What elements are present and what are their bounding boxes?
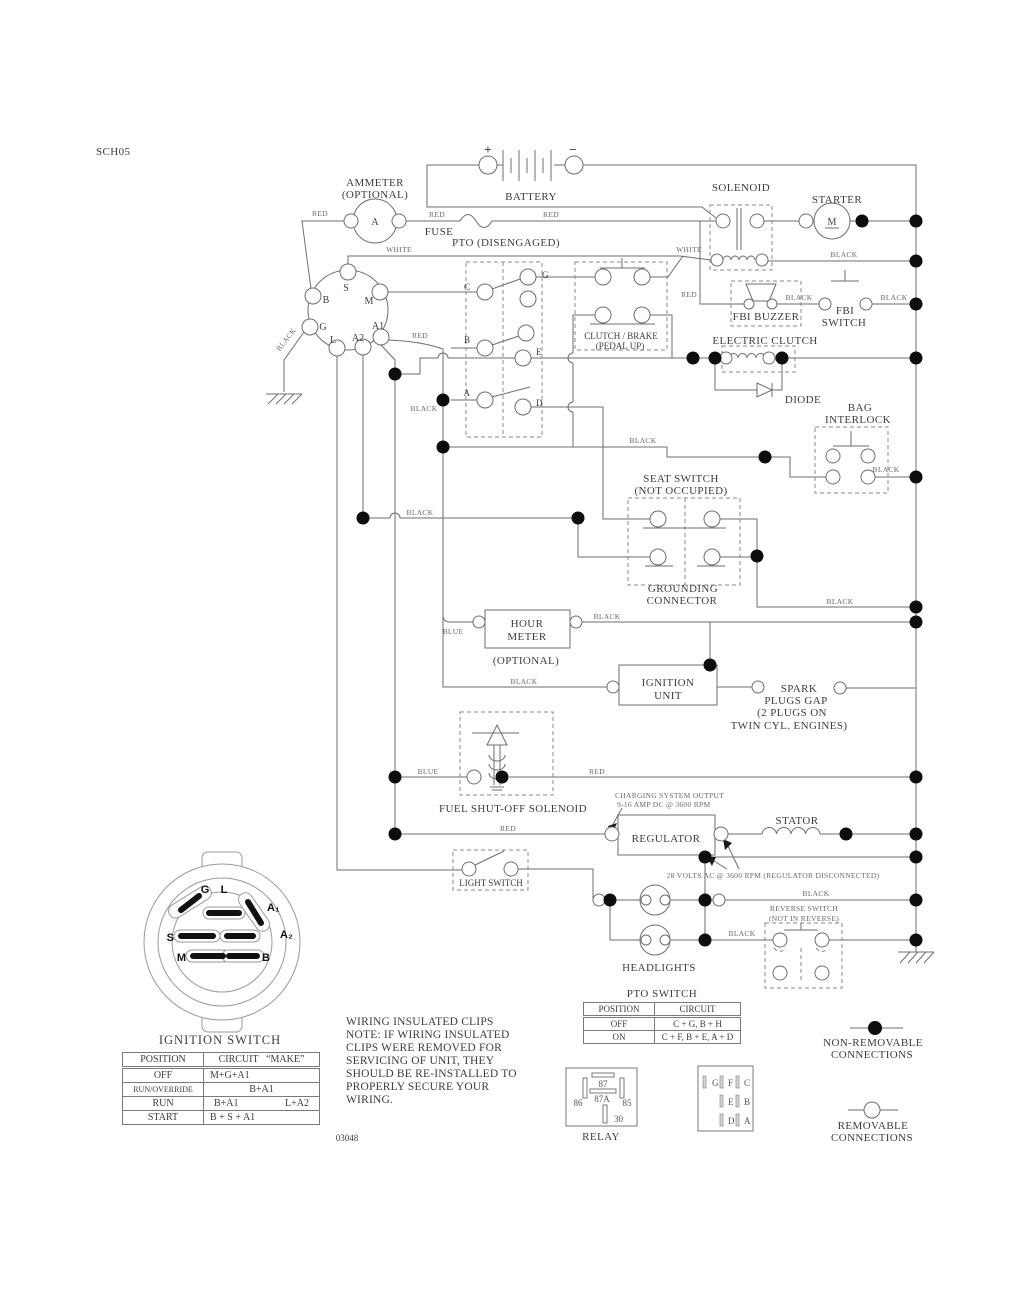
ignition-switch-graphic (144, 852, 300, 1047)
pto-table-title: PTO SWITCH (626, 988, 698, 1000)
reverse-switch-label-1: REVERSE SWITCH (769, 904, 839, 913)
fbi-buzzer-label: FBI BUZZER (732, 311, 800, 323)
connector-pin-f: F (728, 1078, 734, 1088)
ignition-table-col-circuit: CIRCUIT (218, 1054, 259, 1065)
reverse-switch-label-2: (NOT IN REVERSE) (768, 914, 840, 923)
wire-red-fuse-left: RED (429, 210, 445, 219)
pto-table-col-position: POSITION (584, 1003, 655, 1017)
note-line: WIRING. (346, 1094, 394, 1106)
pto-terminal-g: G (542, 270, 549, 280)
battery-symbol (479, 150, 583, 181)
ignition-terminal-a1: A1 (371, 321, 385, 332)
ignition-terminal-g: G (319, 322, 327, 333)
fuse-label: FUSE (424, 226, 454, 238)
fbi-switch-symbol (819, 270, 872, 310)
seat-switch-label-1: SEAT SWITCH (643, 473, 719, 485)
grounding-connector-label-1: GROUNDING (647, 583, 719, 595)
wire-red-fuse-right: RED (543, 210, 559, 219)
hour-meter-label-2: METER (507, 631, 547, 643)
switch-label-a1: A₁ (267, 902, 280, 914)
ignition-unit-label-1: IGNITION (641, 677, 695, 689)
connector-pin-a: A (744, 1116, 751, 1126)
wire-black-a2-seat: BLACK (406, 508, 434, 517)
ignition-switch-title: IGNITION SWITCH (158, 1033, 282, 1047)
table-row: OFF M+G+A1 (123, 1068, 320, 1083)
wire-black-ignition-ground: BLACK (274, 326, 298, 353)
starter-label: STARTER (811, 194, 863, 206)
seat-switch-box (628, 498, 740, 585)
stator-label: STATOR (775, 815, 819, 827)
ignition-terminal-b: B (322, 295, 330, 306)
wire-red-buzzer: RED (681, 290, 697, 299)
seat-switch-label-2: (NOT OCCUPIED) (634, 485, 728, 497)
fbi-switch-label-2: SWITCH (821, 317, 867, 329)
ignition-terminal-a2: A2 (351, 333, 365, 344)
light-switch-symbol (462, 851, 518, 876)
pto-switch-contacts (477, 269, 536, 415)
pto-connector-pinout (698, 1066, 753, 1131)
solenoid-label: SOLENOID (711, 182, 771, 194)
wire-black-seat-ground: BLACK (826, 597, 854, 606)
electric-clutch-label: ELECTRIC CLUTCH (712, 335, 818, 347)
pto-terminal-e: E (536, 347, 542, 357)
ignition-switch-table (122, 1052, 320, 1125)
headlights-label: HEADLIGHTS (622, 962, 696, 974)
switch-label-s: S (166, 932, 174, 944)
pto-terminal-a: A (463, 388, 470, 398)
note-line: WIRING INSULATED CLIPS (346, 1016, 494, 1028)
wire-black-headlights: BLACK (802, 889, 830, 898)
battery-minus: − (569, 142, 577, 157)
light-switch-label: LIGHT SWITCH (459, 878, 523, 888)
wire-blue-hour: BLUE (442, 627, 464, 636)
starter-symbol (799, 203, 850, 239)
legend-non-removable-1: NON-REMOVABLE (823, 1037, 923, 1049)
connector-pin-b: B (744, 1097, 751, 1107)
ground-symbol-right (898, 952, 934, 963)
connector-pin-g: G (712, 1078, 719, 1088)
sch-number: SCH05 (96, 146, 131, 158)
switch-label-b: B (262, 952, 270, 964)
volts-note: 28 VOLTS AC @ 3600 RPM (REGULATOR DISCONNECTED) (666, 871, 880, 880)
wire-black-hour: BLACK (593, 612, 621, 621)
table-row: START B + S + A1 (123, 1111, 320, 1125)
legend-removable-1: REMOVABLE (837, 1120, 909, 1132)
pto-label: PTO (DISENGAGED) (452, 237, 560, 249)
pto-terminal-d: D (536, 398, 543, 408)
note-line: SHOULD BE RE-INSTALLED TO (346, 1068, 517, 1080)
hour-meter-label-1: HOUR (510, 618, 544, 630)
wire-black-buzzer: BLACK (785, 293, 813, 302)
wiring-note (346, 1016, 571, 1107)
ignition-table-col-make: “MAKE” (266, 1054, 305, 1065)
spark-label-2: PLUGS GAP (764, 695, 828, 707)
battery-plus: + (484, 142, 492, 157)
regulator-label: REGULATOR (631, 833, 701, 845)
ignition-table-col-position: POSITION (123, 1053, 204, 1068)
ignition-terminal-s: S (343, 283, 349, 294)
bag-interlock-label-2: INTERLOCK (825, 414, 891, 426)
relay-pin-87: 87 (598, 1079, 608, 1089)
pto-switch-table (583, 988, 741, 1044)
relay-label: RELAY (582, 1131, 620, 1143)
battery-label: BATTERY (505, 191, 557, 203)
wire-red-a1: RED (412, 331, 428, 340)
hour-meter-optional-label: (OPTIONAL) (492, 655, 560, 667)
solenoid-symbol (711, 208, 768, 266)
wire-black-reverse: BLACK (728, 929, 756, 938)
legend-non-removable-2: CONNECTIONS (830, 1049, 914, 1061)
table-row: ON C + F, B + E, A + D (584, 1031, 741, 1044)
wire-black-ignition-unit: BLACK (510, 677, 538, 686)
bag-interlock-label-1: BAG (847, 402, 873, 414)
fbi-switch-label-1: FBI (835, 305, 855, 317)
clutch-brake-label-2: (PEDAL UP) (595, 341, 645, 351)
pto-table-col-circuit: CIRCUIT (655, 1003, 741, 1017)
ammeter-symbol-letter: A (371, 217, 379, 228)
switch-label-a2: A₂ (280, 929, 293, 941)
spark-label-1: SPARK (780, 683, 818, 695)
legend-removable-2: CONNECTIONS (830, 1132, 914, 1144)
clutch-brake-label-1: CLUTCH / BRAKE (584, 331, 658, 341)
bag-interlock-contacts (826, 431, 875, 484)
clutch-brake-contacts (590, 258, 655, 324)
note-line: PROPERLY SECURE YOUR (346, 1081, 490, 1093)
relay-graphic (566, 1068, 637, 1143)
fbi-buzzer-symbol (744, 284, 777, 309)
pto-terminal-b: B (463, 335, 470, 345)
spark-label-3: (2 PLUGS ON (757, 707, 827, 719)
relay-pin-85: 85 (622, 1098, 632, 1108)
removable-circle-icon (864, 1102, 880, 1118)
connection-legend (823, 1021, 923, 1144)
charging-note-2: 9-16 AMP DC @ 3600 RPM (617, 800, 711, 809)
table-row: RUN/OVERRIDE B+A1 (123, 1083, 320, 1097)
charging-note-1: CHARGING SYSTEM OUTPUT (615, 791, 725, 800)
note-line: SERVICING OF UNIT, THEY (346, 1055, 495, 1067)
ignition-terminal-m: M (364, 296, 374, 307)
diode-label: DIODE (784, 394, 822, 406)
switch-label-l: L (220, 884, 228, 896)
relay-pin-87a: 87A (594, 1094, 610, 1104)
relay-pin-86: 86 (573, 1098, 583, 1108)
spark-label-4: TWIN CYL. ENGINES) (730, 720, 848, 732)
wire-white-s: WHITE (386, 245, 412, 254)
wire-blue-fuel: BLUE (417, 767, 439, 776)
wire-red-ammeter: RED (312, 209, 328, 218)
grounding-connector-label-2: CONNECTOR (646, 595, 718, 607)
ground-symbol-left (266, 394, 302, 404)
doc-number: 03048 (335, 1133, 359, 1143)
connector-pin-d: D (728, 1116, 735, 1126)
ignition-terminal-l: L (329, 335, 337, 346)
switch-label-g: G (200, 884, 210, 896)
wire-black-fbi: BLACK (880, 293, 908, 302)
wire-black-seat-bag: BLACK (629, 436, 657, 445)
switch-label-m: M (176, 952, 186, 964)
pto-terminal-c: C (463, 282, 470, 292)
wire-black-a-contact: BLACK (410, 404, 438, 413)
note-line: CLIPS WERE REMOVED FOR (346, 1042, 502, 1054)
ammeter-optional-label: (OPTIONAL) (341, 189, 409, 201)
relay-pin-30: 30 (614, 1114, 623, 1124)
non-removable-dot-icon (868, 1021, 882, 1035)
wire-red-regulator: RED (500, 824, 516, 833)
wire-red-fuel: RED (589, 767, 605, 776)
connector-pin-c: C (744, 1078, 751, 1088)
wire-black-bag-right: BLACK (872, 465, 900, 474)
wire-white-solenoid: WHITE (676, 245, 702, 254)
table-row: OFF C + G, B + H (584, 1017, 741, 1031)
table-row: RUN B+A1 L+A2 (123, 1097, 320, 1111)
component-shapes (266, 150, 934, 980)
wire-black-starter: BLACK (830, 250, 858, 259)
connector-pin-e: E (728, 1097, 734, 1107)
ignition-unit-label-2: UNIT (654, 690, 682, 702)
starter-symbol-letter: M (827, 217, 837, 228)
ammeter-label: AMMETER (346, 177, 404, 189)
ignition-connector-circle (302, 264, 389, 356)
fuel-solenoid-label: FUEL SHUT-OFF SOLENOID (439, 803, 587, 815)
fuel-solenoid-symbol (467, 725, 519, 790)
note-line: NOTE: IF WIRING INSULATED (346, 1029, 510, 1041)
